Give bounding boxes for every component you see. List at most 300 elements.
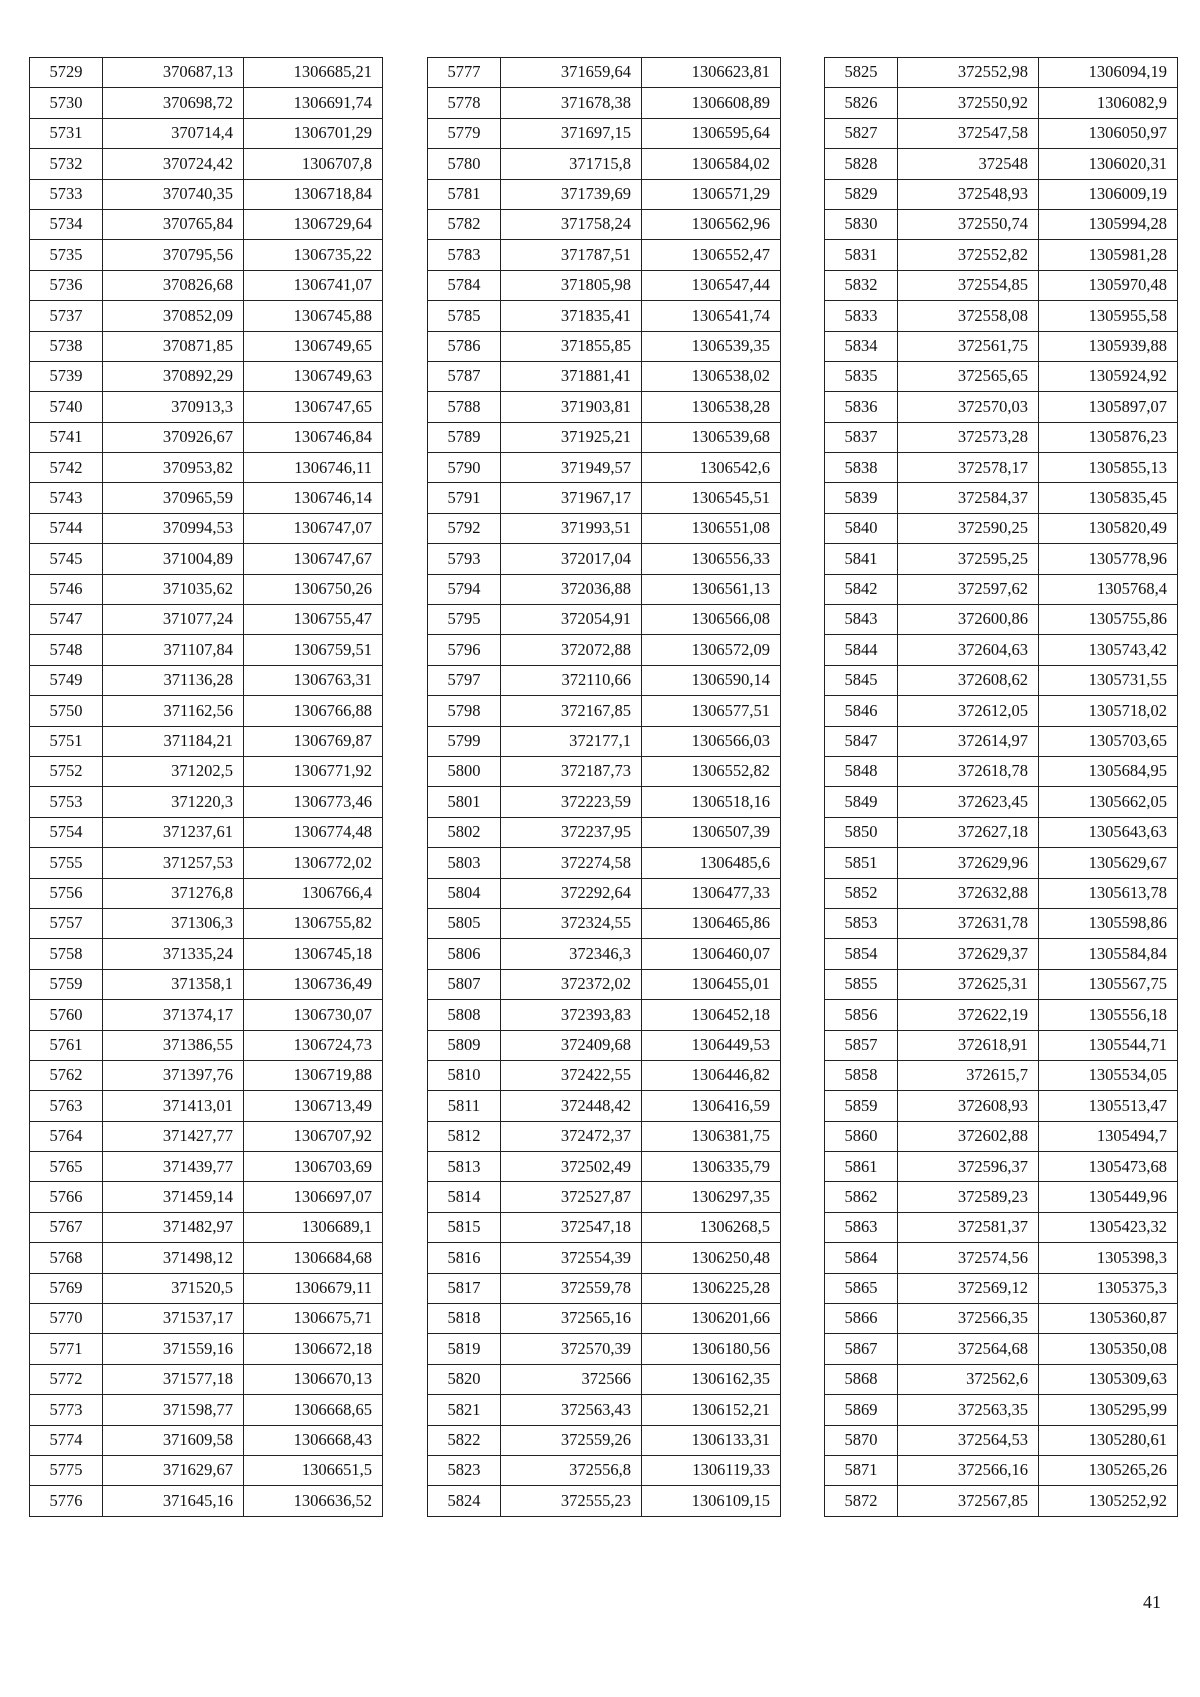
x-coordinate-cell: 372600,86: [898, 605, 1039, 635]
y-coordinate-cell: 1305613,78: [1039, 878, 1178, 908]
table-row: [30, 1212, 383, 1242]
x-coordinate-cell: 371903,81: [501, 392, 642, 422]
x-coordinate-cell: 372631,78: [898, 908, 1039, 938]
table-row: [825, 270, 1178, 300]
x-coordinate-cell: 372237,95: [501, 817, 642, 847]
point-number-cell: 5773: [30, 1395, 103, 1425]
point-number-cell: 5849: [825, 787, 898, 817]
x-coordinate-cell: 370852,09: [103, 301, 244, 331]
y-coordinate-cell: 1306746,11: [244, 453, 383, 483]
point-number-cell: 5774: [30, 1425, 103, 1455]
point-number-cell: 5803: [428, 848, 501, 878]
y-coordinate-cell: 1306542,6: [642, 453, 781, 483]
y-coordinate-cell: 1306572,09: [642, 635, 781, 665]
point-number-cell: 5741: [30, 422, 103, 452]
table-row: [30, 726, 383, 756]
x-coordinate-cell: 371645,16: [103, 1486, 244, 1516]
table-row: [825, 756, 1178, 786]
point-number-cell: 5855: [825, 969, 898, 999]
y-coordinate-cell: 1306050,97: [1039, 118, 1178, 148]
table-row: [428, 1455, 781, 1485]
table-row: [428, 209, 781, 239]
y-coordinate-cell: 1306539,68: [642, 422, 781, 452]
y-coordinate-cell: 1306590,14: [642, 665, 781, 695]
point-number-cell: 5730: [30, 88, 103, 118]
point-number-cell: 5822: [428, 1425, 501, 1455]
x-coordinate-cell: 372629,96: [898, 848, 1039, 878]
x-coordinate-cell: 372422,55: [501, 1060, 642, 1090]
x-coordinate-cell: 372552,98: [898, 58, 1039, 88]
y-coordinate-cell: 1306381,75: [642, 1121, 781, 1151]
point-number-cell: 5841: [825, 544, 898, 574]
table-row: [825, 969, 1178, 999]
y-coordinate-cell: 1305981,28: [1039, 240, 1178, 270]
y-coordinate-cell: 1306335,79: [642, 1152, 781, 1182]
y-coordinate-cell: 1306571,29: [642, 179, 781, 209]
point-number-cell: 5832: [825, 270, 898, 300]
x-coordinate-cell: 372565,65: [898, 361, 1039, 391]
table-row: [428, 483, 781, 513]
y-coordinate-cell: 1305743,42: [1039, 635, 1178, 665]
point-number-cell: 5834: [825, 331, 898, 361]
table-row: [428, 1182, 781, 1212]
y-coordinate-cell: 1306538,28: [642, 392, 781, 422]
y-coordinate-cell: 1306162,35: [642, 1364, 781, 1394]
y-coordinate-cell: 1306668,43: [244, 1425, 383, 1455]
point-number-cell: 5732: [30, 149, 103, 179]
point-number-cell: 5862: [825, 1182, 898, 1212]
x-coordinate-cell: 372608,93: [898, 1091, 1039, 1121]
point-number-cell: 5775: [30, 1455, 103, 1485]
point-number-cell: 5801: [428, 787, 501, 817]
point-number-cell: 5795: [428, 605, 501, 635]
x-coordinate-cell: 370765,84: [103, 209, 244, 239]
y-coordinate-cell: 1306759,51: [244, 635, 383, 665]
table-row: [825, 605, 1178, 635]
point-number-cell: 5828: [825, 149, 898, 179]
x-coordinate-cell: 372602,88: [898, 1121, 1039, 1151]
x-coordinate-cell: 372223,59: [501, 787, 642, 817]
point-number-cell: 5735: [30, 240, 103, 270]
point-number-cell: 5843: [825, 605, 898, 635]
table-row: [30, 1060, 383, 1090]
table-row: [30, 331, 383, 361]
x-coordinate-cell: 372595,25: [898, 544, 1039, 574]
y-coordinate-cell: 1305449,96: [1039, 1182, 1178, 1212]
table-row: [30, 392, 383, 422]
table-row: [428, 1486, 781, 1516]
table-row: [30, 635, 383, 665]
table-row: [30, 1425, 383, 1455]
y-coordinate-cell: 1306636,52: [244, 1486, 383, 1516]
x-coordinate-cell: 372578,17: [898, 453, 1039, 483]
table-row: [30, 908, 383, 938]
point-number-cell: 5811: [428, 1091, 501, 1121]
table-row: [428, 1060, 781, 1090]
point-number-cell: 5781: [428, 179, 501, 209]
point-number-cell: 5817: [428, 1273, 501, 1303]
x-coordinate-cell: 372564,68: [898, 1334, 1039, 1364]
y-coordinate-cell: 1306746,14: [244, 483, 383, 513]
point-number-cell: 5806: [428, 939, 501, 969]
table-row: [428, 726, 781, 756]
table-row: [428, 1395, 781, 1425]
table-row: [825, 331, 1178, 361]
table-row: [825, 1455, 1178, 1485]
coordinate-table-3: [824, 57, 1178, 1517]
table-row: [428, 513, 781, 543]
x-coordinate-cell: 371136,28: [103, 665, 244, 695]
table-row: [30, 1334, 383, 1364]
y-coordinate-cell: 1305473,68: [1039, 1152, 1178, 1182]
x-coordinate-cell: 371276,8: [103, 878, 244, 908]
table-row: [825, 1273, 1178, 1303]
table-row: [428, 422, 781, 452]
point-number-cell: 5854: [825, 939, 898, 969]
y-coordinate-cell: 1305375,3: [1039, 1273, 1178, 1303]
x-coordinate-cell: 371397,76: [103, 1060, 244, 1090]
y-coordinate-cell: 1306109,15: [642, 1486, 781, 1516]
x-coordinate-cell: 371220,3: [103, 787, 244, 817]
x-coordinate-cell: 371577,18: [103, 1364, 244, 1394]
table-row: [428, 1334, 781, 1364]
x-coordinate-cell: 372590,25: [898, 513, 1039, 543]
coordinate-table-1: [29, 57, 383, 1517]
coordinate-table-2: [427, 57, 781, 1517]
point-number-cell: 5856: [825, 1000, 898, 1030]
x-coordinate-cell: 372615,7: [898, 1060, 1039, 1090]
point-number-cell: 5792: [428, 513, 501, 543]
y-coordinate-cell: 1306452,18: [642, 1000, 781, 1030]
y-coordinate-cell: 1306747,65: [244, 392, 383, 422]
table-row: [30, 848, 383, 878]
y-coordinate-cell: 1305718,02: [1039, 696, 1178, 726]
y-coordinate-cell: 1306724,73: [244, 1030, 383, 1060]
point-number-cell: 5869: [825, 1395, 898, 1425]
table-row: [825, 939, 1178, 969]
y-coordinate-cell: 1306507,39: [642, 817, 781, 847]
x-coordinate-cell: 371629,67: [103, 1455, 244, 1485]
table-row: [825, 696, 1178, 726]
table-row: [825, 908, 1178, 938]
table-row: [30, 1395, 383, 1425]
point-number-cell: 5788: [428, 392, 501, 422]
y-coordinate-cell: 1306771,92: [244, 756, 383, 786]
table-row: [825, 392, 1178, 422]
table-row: [30, 1091, 383, 1121]
point-number-cell: 5866: [825, 1304, 898, 1334]
y-coordinate-cell: 1306763,31: [244, 665, 383, 695]
y-coordinate-cell: 1305876,23: [1039, 422, 1178, 452]
y-coordinate-cell: 1306416,59: [642, 1091, 781, 1121]
y-coordinate-cell: 1306707,8: [244, 149, 383, 179]
point-number-cell: 5787: [428, 361, 501, 391]
y-coordinate-cell: 1306539,35: [642, 331, 781, 361]
table-row: [825, 878, 1178, 908]
table-row: [825, 301, 1178, 331]
y-coordinate-cell: 1306684,68: [244, 1243, 383, 1273]
table-row: [428, 1243, 781, 1273]
y-coordinate-cell: 1305598,86: [1039, 908, 1178, 938]
y-coordinate-cell: 1305778,96: [1039, 544, 1178, 574]
y-coordinate-cell: 1306465,86: [642, 908, 781, 938]
point-number-cell: 5842: [825, 574, 898, 604]
table-row: [30, 1121, 383, 1151]
y-coordinate-cell: 1306703,69: [244, 1152, 383, 1182]
y-coordinate-cell: 1306685,21: [244, 58, 383, 88]
x-coordinate-cell: 371459,14: [103, 1182, 244, 1212]
table-row: [428, 1152, 781, 1182]
point-number-cell: 5825: [825, 58, 898, 88]
table-row: [825, 179, 1178, 209]
y-coordinate-cell: 1306552,47: [642, 240, 781, 270]
table-row: [825, 483, 1178, 513]
table-row: [428, 1121, 781, 1151]
x-coordinate-cell: 371697,15: [501, 118, 642, 148]
y-coordinate-cell: 1306718,84: [244, 179, 383, 209]
table-row: [428, 1212, 781, 1242]
table-row: [428, 756, 781, 786]
x-coordinate-cell: 371498,12: [103, 1243, 244, 1273]
y-coordinate-cell: 1306772,02: [244, 848, 383, 878]
table-row: [825, 1182, 1178, 1212]
x-coordinate-cell: 372559,26: [501, 1425, 642, 1455]
table-row: [428, 605, 781, 635]
y-coordinate-cell: 1305265,26: [1039, 1455, 1178, 1485]
table-row: [825, 58, 1178, 88]
x-coordinate-cell: 372574,56: [898, 1243, 1039, 1273]
x-coordinate-cell: 372550,74: [898, 209, 1039, 239]
x-coordinate-cell: 372556,8: [501, 1455, 642, 1485]
y-coordinate-cell: 1306749,63: [244, 361, 383, 391]
table-row: [825, 1030, 1178, 1060]
y-coordinate-cell: 1306133,31: [642, 1425, 781, 1455]
y-coordinate-cell: 1306561,13: [642, 574, 781, 604]
y-coordinate-cell: 1306449,53: [642, 1030, 781, 1060]
table-row: [825, 574, 1178, 604]
y-coordinate-cell: 1305970,48: [1039, 270, 1178, 300]
x-coordinate-cell: 371004,89: [103, 544, 244, 574]
x-coordinate-cell: 371537,17: [103, 1304, 244, 1334]
x-coordinate-cell: 371925,21: [501, 422, 642, 452]
y-coordinate-cell: 1305939,88: [1039, 331, 1178, 361]
x-coordinate-cell: 372581,37: [898, 1212, 1039, 1242]
y-coordinate-cell: 1306152,21: [642, 1395, 781, 1425]
y-coordinate-cell: 1305280,61: [1039, 1425, 1178, 1455]
point-number-cell: 5847: [825, 726, 898, 756]
y-coordinate-cell: 1306119,33: [642, 1455, 781, 1485]
x-coordinate-cell: 370740,35: [103, 179, 244, 209]
x-coordinate-cell: 372564,53: [898, 1425, 1039, 1455]
table-row: [30, 1000, 383, 1030]
y-coordinate-cell: 1306541,74: [642, 301, 781, 331]
point-number-cell: 5835: [825, 361, 898, 391]
point-number-cell: 5808: [428, 1000, 501, 1030]
table-row: [428, 1000, 781, 1030]
point-number-cell: 5780: [428, 149, 501, 179]
x-coordinate-cell: 371835,41: [501, 301, 642, 331]
y-coordinate-cell: 1306623,81: [642, 58, 781, 88]
x-coordinate-cell: 372554,39: [501, 1243, 642, 1273]
page-number: 41: [1143, 1592, 1161, 1612]
table-row: [825, 1121, 1178, 1151]
x-coordinate-cell: 372346,3: [501, 939, 642, 969]
point-number-cell: 5860: [825, 1121, 898, 1151]
y-coordinate-cell: 1306746,84: [244, 422, 383, 452]
table-row: [30, 665, 383, 695]
point-number-cell: 5812: [428, 1121, 501, 1151]
point-number-cell: 5829: [825, 179, 898, 209]
y-coordinate-cell: 1306766,88: [244, 696, 383, 726]
x-coordinate-cell: 371855,85: [501, 331, 642, 361]
table-row: [428, 331, 781, 361]
y-coordinate-cell: 1306518,16: [642, 787, 781, 817]
table-row: [825, 240, 1178, 270]
y-coordinate-cell: 1306691,74: [244, 88, 383, 118]
point-number-cell: 5799: [428, 726, 501, 756]
point-number-cell: 5850: [825, 817, 898, 847]
x-coordinate-cell: 372608,62: [898, 665, 1039, 695]
table-row: [825, 88, 1178, 118]
point-number-cell: 5824: [428, 1486, 501, 1516]
table-row: [825, 1395, 1178, 1425]
point-number-cell: 5791: [428, 483, 501, 513]
point-number-cell: 5762: [30, 1060, 103, 1090]
x-coordinate-cell: 370926,67: [103, 422, 244, 452]
y-coordinate-cell: 1306672,18: [244, 1334, 383, 1364]
y-coordinate-cell: 1305309,63: [1039, 1364, 1178, 1394]
table-row: [30, 209, 383, 239]
table-row: [428, 635, 781, 665]
x-coordinate-cell: 372597,62: [898, 574, 1039, 604]
point-number-cell: 5771: [30, 1334, 103, 1364]
point-number-cell: 5857: [825, 1030, 898, 1060]
x-coordinate-cell: 370698,72: [103, 88, 244, 118]
point-number-cell: 5757: [30, 908, 103, 938]
table-row: [30, 453, 383, 483]
x-coordinate-cell: 372618,91: [898, 1030, 1039, 1060]
point-number-cell: 5790: [428, 453, 501, 483]
x-coordinate-cell: 372623,45: [898, 787, 1039, 817]
x-coordinate-cell: 372167,85: [501, 696, 642, 726]
y-coordinate-cell: 1305423,32: [1039, 1212, 1178, 1242]
table-row: [825, 1212, 1178, 1242]
table-row: [30, 270, 383, 300]
point-number-cell: 5733: [30, 179, 103, 209]
table-row: [428, 696, 781, 726]
y-coordinate-cell: 1306766,4: [244, 878, 383, 908]
x-coordinate-cell: 372567,85: [898, 1486, 1039, 1516]
x-coordinate-cell: 371805,98: [501, 270, 642, 300]
x-coordinate-cell: 371413,01: [103, 1091, 244, 1121]
y-coordinate-cell: 1306707,92: [244, 1121, 383, 1151]
table-row: [825, 149, 1178, 179]
point-number-cell: 5750: [30, 696, 103, 726]
table-row: [30, 1304, 383, 1334]
y-coordinate-cell: 1306730,07: [244, 1000, 383, 1030]
y-coordinate-cell: 1305768,4: [1039, 574, 1178, 604]
point-number-cell: 5756: [30, 878, 103, 908]
x-coordinate-cell: 372561,75: [898, 331, 1039, 361]
table-row: [825, 1425, 1178, 1455]
table-row: [30, 969, 383, 999]
table-row: [30, 787, 383, 817]
table-row: [825, 787, 1178, 817]
table-row: [30, 483, 383, 513]
y-coordinate-cell: 1306769,87: [244, 726, 383, 756]
x-coordinate-cell: 371678,38: [501, 88, 642, 118]
x-coordinate-cell: 372627,18: [898, 817, 1039, 847]
x-coordinate-cell: 371374,17: [103, 1000, 244, 1030]
x-coordinate-cell: 371787,51: [501, 240, 642, 270]
point-number-cell: 5742: [30, 453, 103, 483]
point-number-cell: 5734: [30, 209, 103, 239]
point-number-cell: 5846: [825, 696, 898, 726]
point-number-cell: 5821: [428, 1395, 501, 1425]
table-row: [428, 1273, 781, 1303]
y-coordinate-cell: 1306595,64: [642, 118, 781, 148]
table-row: [825, 544, 1178, 574]
point-number-cell: 5770: [30, 1304, 103, 1334]
y-coordinate-cell: 1306608,89: [642, 88, 781, 118]
y-coordinate-cell: 1305544,71: [1039, 1030, 1178, 1060]
point-number-cell: 5809: [428, 1030, 501, 1060]
x-coordinate-cell: 372548,93: [898, 179, 1039, 209]
y-coordinate-cell: 1306547,44: [642, 270, 781, 300]
x-coordinate-cell: 371482,97: [103, 1212, 244, 1242]
point-number-cell: 5870: [825, 1425, 898, 1455]
y-coordinate-cell: 1306556,33: [642, 544, 781, 574]
point-number-cell: 5848: [825, 756, 898, 786]
y-coordinate-cell: 1306741,07: [244, 270, 383, 300]
point-number-cell: 5796: [428, 635, 501, 665]
table-row: [428, 453, 781, 483]
table-row: [30, 88, 383, 118]
table-row: [30, 1455, 383, 1485]
y-coordinate-cell: 1306201,66: [642, 1304, 781, 1334]
point-number-cell: 5748: [30, 635, 103, 665]
table-row: [825, 726, 1178, 756]
x-coordinate-cell: 372555,23: [501, 1486, 642, 1516]
point-number-cell: 5738: [30, 331, 103, 361]
x-coordinate-cell: 372563,35: [898, 1395, 1039, 1425]
y-coordinate-cell: 1306749,65: [244, 331, 383, 361]
x-coordinate-cell: 372618,78: [898, 756, 1039, 786]
point-number-cell: 5815: [428, 1212, 501, 1242]
y-coordinate-cell: 1306545,51: [642, 483, 781, 513]
point-number-cell: 5858: [825, 1060, 898, 1090]
x-coordinate-cell: 370795,56: [103, 240, 244, 270]
point-number-cell: 5833: [825, 301, 898, 331]
table-row: [825, 635, 1178, 665]
x-coordinate-cell: 371257,53: [103, 848, 244, 878]
x-coordinate-cell: 371162,56: [103, 696, 244, 726]
x-coordinate-cell: 371559,16: [103, 1334, 244, 1364]
y-coordinate-cell: 1305295,99: [1039, 1395, 1178, 1425]
y-coordinate-cell: 1305643,63: [1039, 817, 1178, 847]
point-number-cell: 5839: [825, 483, 898, 513]
point-number-cell: 5731: [30, 118, 103, 148]
point-number-cell: 5838: [825, 453, 898, 483]
y-coordinate-cell: 1306745,18: [244, 939, 383, 969]
point-number-cell: 5814: [428, 1182, 501, 1212]
point-number-cell: 5749: [30, 665, 103, 695]
x-coordinate-cell: 370994,53: [103, 513, 244, 543]
table-row: [428, 544, 781, 574]
y-coordinate-cell: 1305820,49: [1039, 513, 1178, 543]
x-coordinate-cell: 371035,62: [103, 574, 244, 604]
table-row: [30, 1030, 383, 1060]
